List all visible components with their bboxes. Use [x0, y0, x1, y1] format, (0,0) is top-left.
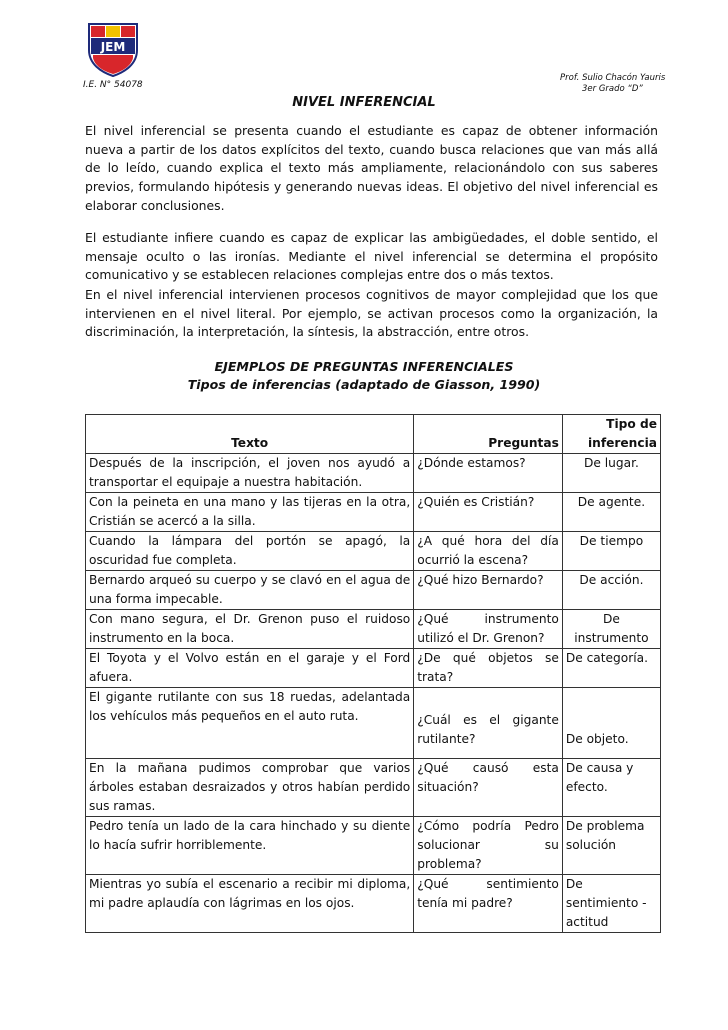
- examples-title: EJEMPLOS DE PREGUNTAS INFERENCIALES: [214, 359, 514, 374]
- cell-type: De causa y efecto.: [562, 759, 660, 817]
- cell-question: ¿Dónde estamos?: [414, 454, 563, 493]
- paragraph-1: El nivel inferencial se presenta cuando el estudiante es capaz de obtener información nueva a partir de los datos explícitos del texto, cuando busca relaciones que van más allá de lo leído, cuando explica el texto más ampliamente, relacionándolo con sus saberes previos, formulando hipótesis y generando nuevas ideas. El objetivo del nivel inferencial es elaborar conclusiones.: [85, 123, 658, 213]
- cell-type: De problema solución: [562, 817, 660, 875]
- cell-type: De objeto.: [562, 688, 660, 759]
- table-row: [86, 493, 661, 532]
- cell-type: De lugar.: [562, 454, 660, 493]
- table-row: [86, 817, 661, 875]
- teacher-name: Prof. Sulio Chacón Yauris: [560, 73, 666, 83]
- school-code: I.E. N° 54078: [83, 80, 143, 90]
- cell-question: ¿Qué sentimiento tenía mi padre?: [414, 875, 563, 933]
- page-title: NIVEL INFERENCIAL: [292, 95, 436, 110]
- inference-types-table: [85, 414, 661, 933]
- cell-type: De categoría.: [562, 649, 660, 688]
- cell-question: ¿De qué objetos se trata?: [414, 649, 563, 688]
- table-row: [86, 532, 661, 571]
- cell-text: Pedro tenía un lado de la cara hinchado y su diente lo hacía sufrir horriblemente.: [86, 817, 414, 875]
- cell-type: De acción.: [562, 571, 660, 610]
- cell-type: De instrumento: [562, 610, 660, 649]
- table-row: [86, 688, 661, 759]
- cell-text: Cuando la lámpara del portón se apagó, la oscuridad fue completa.: [86, 532, 414, 571]
- paragraph-3: En el nivel inferencial intervienen procesos cognitivos de mayor complejidad que los que intervienen en el nivel literal. Por ejemplo, se activan procesos como la organización, la discriminación, la interpretación, la síntesis, la abstracción, entre otros.: [85, 287, 658, 340]
- table-header-row: [86, 415, 661, 454]
- table-row: [86, 454, 661, 493]
- table-row: [86, 571, 661, 610]
- paragraph-2: El estudiante infiere cuando es capaz de explicar las ambigüedades, el doble sentido, el mensaje oculto o las ironías. Mediante el nivel inferencial se determina el propósito comunicativo y se establecen relaciones complejas entre dos o más textos.: [85, 230, 658, 283]
- cell-type: De tiempo: [562, 532, 660, 571]
- examples-subtitle: Tipos de inferencias (adaptado de Giasson, 1990): [187, 377, 541, 392]
- cell-type: De agente.: [562, 493, 660, 532]
- grade-label: 3er Grado “D”: [582, 84, 643, 94]
- table-row: [86, 759, 661, 817]
- cell-type: De sentimiento - actitud: [562, 875, 660, 933]
- cell-text: El Toyota y el Volvo están en el garaje y el Ford afuera.: [86, 649, 414, 688]
- cell-question: ¿Qué causó esta situación?: [414, 759, 563, 817]
- cell-question: ¿Qué hizo Bernardo?: [414, 571, 563, 610]
- cell-text: Después de la inscripción, el joven nos ayudó a transportar el equipaje a nuestra habitación.: [86, 454, 414, 493]
- school-crest-logo: [85, 20, 141, 78]
- table-row: [86, 649, 661, 688]
- cell-question: ¿Cuál es el gigante rutilante?: [414, 688, 563, 759]
- cell-question: ¿Cómo podría Pedro solucionar su problema?: [414, 817, 563, 875]
- cell-question: ¿Quién es Cristián?: [414, 493, 563, 532]
- cell-question: ¿A qué hora del día ocurrió la escena?: [414, 532, 563, 571]
- cell-text: Con mano segura, el Dr. Grenon puso el ruidoso instrumento en la boca.: [86, 610, 414, 649]
- cell-text: Bernardo arqueó su cuerpo y se clavó en el agua de una forma impecable.: [86, 571, 414, 610]
- header-type: Tipo de inferencia: [562, 415, 660, 454]
- cell-text: Mientras yo subía el escenario a recibir mi diploma, mi padre aplaudía con lágrimas en los ojos.: [86, 875, 414, 933]
- cell-text: El gigante rutilante con sus 18 ruedas, adelantada los vehículos más pequeños en el auto ruta.: [86, 688, 414, 759]
- cell-text: Con la peineta en una mano y las tijeras en la otra, Cristián se acercó a la silla.: [86, 493, 414, 532]
- logo-text: JEM: [100, 40, 126, 54]
- cell-question: ¿Qué instrumento utilizó el Dr. Grenon?: [414, 610, 563, 649]
- header-text: Texto: [86, 415, 414, 454]
- table-row: [86, 875, 661, 933]
- table-row: [86, 610, 661, 649]
- cell-text: En la mañana pudimos comprobar que varios árboles estaban desraizados y otros habían perdido sus ramas.: [86, 759, 414, 817]
- header-questions: Preguntas: [414, 415, 563, 454]
